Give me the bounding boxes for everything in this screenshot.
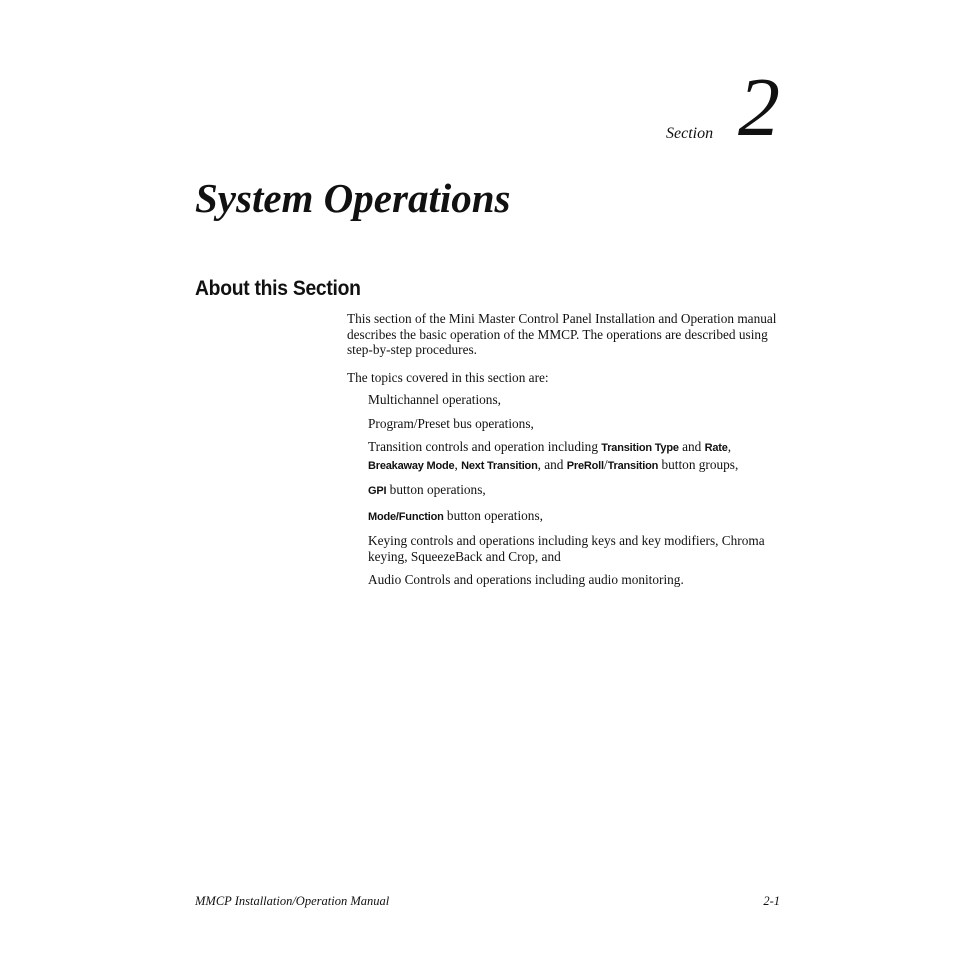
list-text: and [678,439,705,454]
keyword: GPI [368,485,387,497]
section-label: Section [666,125,714,142]
list-text: button operations, [386,482,486,497]
list-item: Program/Preset bus operations, [368,415,534,431]
keyword: Transition [607,459,659,472]
section-heading: About this Section [195,277,361,300]
list-text: , and [537,456,567,472]
section-number: 2 [738,61,780,154]
topic-list [347,392,777,588]
keyword: Transition Type [601,442,679,454]
footer-page-number: 2-1 [763,894,780,908]
list-item [368,508,777,526]
list-text: / [603,456,608,472]
chapter-title: System Operations [195,175,511,221]
keyword: PreRoll [566,459,604,472]
list-item: Multichannel operations, [368,392,501,407]
list-item: Audio Controls and operations including audio monitoring. [368,572,684,587]
list-text: , [454,456,462,472]
intro-paragraph: This section of the Mini Master Control Panel Installation and Operation manual describes the basic operation of the MMCP. The operations are described using step-by-step procedures. [347,311,777,357]
topics-lead: The topics covered in this section are: [347,369,549,385]
keyword: Rate [704,442,728,454]
list-text: button operations, [443,507,543,523]
list-text: , [727,439,732,454]
footer-manual-title: MMCP Installation/Operation Manual [195,894,390,908]
keyword: Breakaway Mode [368,459,455,472]
list-item [368,482,777,500]
keyword: Mode/Function [368,510,444,523]
list-text: button groups, [658,456,739,472]
list-text: Transition controls and operation including [368,439,602,454]
body-text [347,311,777,596]
list-item [368,439,777,474]
keyword: Next Transition [461,459,538,472]
list-item: Keying controls and operations including keys and key modifiers, Chroma keying, SqueezeBack and Crop, and [368,533,765,564]
